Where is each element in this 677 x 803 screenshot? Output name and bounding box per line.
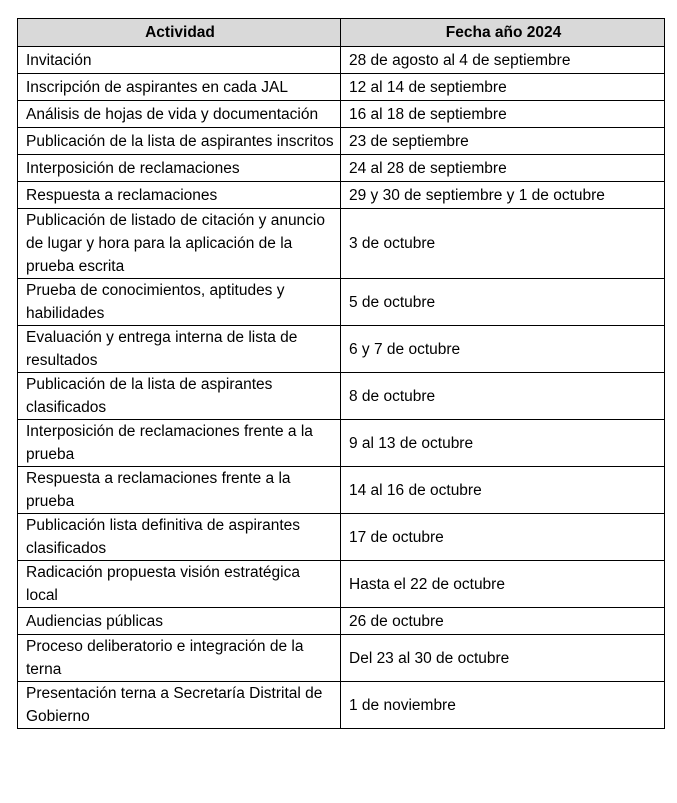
activity-cell: Invitación xyxy=(18,47,341,74)
date-cell: 12 al 14 de septiembre xyxy=(341,74,665,101)
activity-cell: Publicación de la lista de aspirantes clasificados xyxy=(18,373,341,420)
schedule-table xyxy=(17,18,665,729)
table-row xyxy=(18,635,665,682)
activity-cell: Evaluación y entrega interna de lista de resultados xyxy=(18,326,341,373)
date-cell: 5 de octubre xyxy=(341,279,665,326)
header-activity: Actividad xyxy=(18,19,341,47)
table-row xyxy=(18,74,665,101)
activity-cell: Respuesta a reclamaciones frente a la prueba xyxy=(18,467,341,514)
header-row xyxy=(18,19,665,47)
date-cell: 9 al 13 de octubre xyxy=(341,420,665,467)
table-row xyxy=(18,420,665,467)
date-cell: 16 al 18 de septiembre xyxy=(341,101,665,128)
activity-cell: Inscripción de aspirantes en cada JAL xyxy=(18,74,341,101)
table-row xyxy=(18,467,665,514)
date-cell: 1 de noviembre xyxy=(341,682,665,729)
date-cell: 3 de octubre xyxy=(341,209,665,279)
date-cell: 29 y 30 de septiembre y 1 de octubre xyxy=(341,182,665,209)
activity-cell: Presentación terna a Secretaría Distrital de Gobierno xyxy=(18,682,341,729)
date-cell: Del 23 al 30 de octubre xyxy=(341,635,665,682)
activity-cell: Radicación propuesta visión estratégica local xyxy=(18,561,341,608)
activity-cell: Publicación de la lista de aspirantes inscritos xyxy=(18,128,341,155)
table-row xyxy=(18,101,665,128)
table-row xyxy=(18,682,665,729)
table-row xyxy=(18,182,665,209)
activity-cell: Interposición de reclamaciones frente a la prueba xyxy=(18,420,341,467)
activity-cell: Publicación de listado de citación y anuncio de lugar y hora para la aplicación de la prueba escrita xyxy=(18,209,341,279)
date-cell: 26 de octubre xyxy=(341,608,665,635)
date-cell: 24 al 28 de septiembre xyxy=(341,155,665,182)
table-row xyxy=(18,47,665,74)
table-header xyxy=(18,19,665,47)
date-cell: Hasta el 22 de octubre xyxy=(341,561,665,608)
date-cell: 28 de agosto al 4 de septiembre xyxy=(341,47,665,74)
table-row xyxy=(18,209,665,279)
table-row xyxy=(18,128,665,155)
activity-cell: Respuesta a reclamaciones xyxy=(18,182,341,209)
table-body xyxy=(18,47,665,729)
date-cell: 8 de octubre xyxy=(341,373,665,420)
activity-cell: Publicación lista definitiva de aspirantes clasificados xyxy=(18,514,341,561)
activity-cell: Análisis de hojas de vida y documentación xyxy=(18,101,341,128)
table-row xyxy=(18,326,665,373)
table-row xyxy=(18,561,665,608)
activity-cell: Proceso deliberatorio e integración de la terna xyxy=(18,635,341,682)
activity-cell: Prueba de conocimientos, aptitudes y habilidades xyxy=(18,279,341,326)
activity-cell: Interposición de reclamaciones xyxy=(18,155,341,182)
date-cell: 6 y 7 de octubre xyxy=(341,326,665,373)
activity-cell: Audiencias públicas xyxy=(18,608,341,635)
date-cell: 17 de octubre xyxy=(341,514,665,561)
date-cell: 14 al 16 de octubre xyxy=(341,467,665,514)
table-row xyxy=(18,155,665,182)
table-row xyxy=(18,514,665,561)
table-row xyxy=(18,279,665,326)
table-row xyxy=(18,373,665,420)
table-row xyxy=(18,608,665,635)
date-cell: 23 de septiembre xyxy=(341,128,665,155)
header-date: Fecha año 2024 xyxy=(341,19,665,47)
